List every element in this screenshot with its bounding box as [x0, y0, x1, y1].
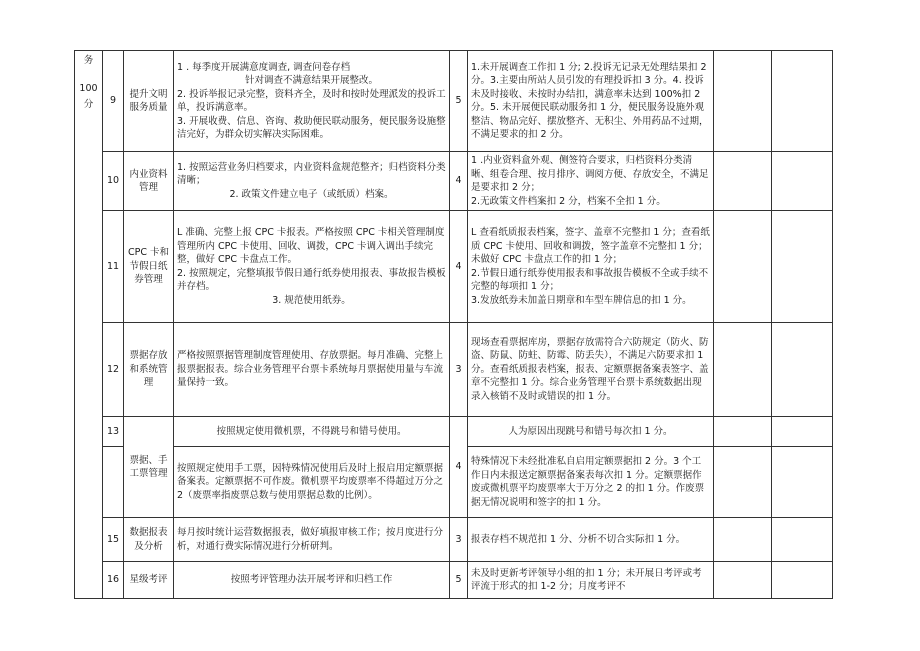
blank-cell	[772, 51, 833, 152]
standard-cell	[174, 518, 450, 562]
deduction-cell	[468, 447, 714, 518]
table-row	[75, 518, 833, 562]
item-name: 票据存放和系统管理	[124, 323, 174, 417]
standard-cell	[174, 152, 450, 211]
deduction-cell	[468, 51, 714, 152]
deduction-cell	[468, 211, 714, 323]
deduction-cell	[468, 562, 714, 599]
blank-cell	[772, 323, 833, 417]
deduction-line: 1 .内业资料盒外观、侧签符合要求，归档资料分类清晰、组卷合理、按月排序、调阅方便、存放安全，不满足是要求扣 2 分；	[471, 155, 709, 193]
blank-cell	[772, 447, 833, 518]
blank-cell	[714, 152, 772, 211]
score-cell: 3	[450, 518, 468, 562]
blank-cell	[714, 323, 772, 417]
deduction-cell	[468, 417, 714, 447]
standard-line: L 准确、完整上报 CPC 卡报表。严格按照 CPC 卡相关管理制度管理所内 CPC 卡使用、回收、调拨，CPC 卡调入调出手续完整，做好 CPC 卡盘点工作。	[177, 227, 445, 265]
table-row	[75, 562, 833, 599]
deduction-line: 3.发放纸券未加盖日期章和车型车牌信息的扣 1 分。	[471, 294, 692, 306]
standard-line: 2. 政策文件建立电子（或纸质）档案。	[229, 188, 394, 200]
row-number: 11	[103, 211, 124, 323]
assessment-table	[74, 50, 833, 599]
item-name: CPC 卡和节假日纸券管理	[124, 211, 174, 323]
table-row	[75, 152, 833, 211]
deduction-cell	[468, 518, 714, 562]
table-row	[75, 211, 833, 323]
item-name: 内业资料管理	[124, 152, 174, 211]
blank-cell	[714, 518, 772, 562]
blank-cell	[772, 417, 833, 447]
standard-cell	[174, 417, 450, 447]
standard-line: 严格按照票据管理制度管理使用、存放票据。每月准确、完整上报票据报表。综合业务管理平台票卡系统每月票据使用量与车流量保持一致。	[177, 350, 444, 389]
deduction-line: 1.未开展调查工作扣 1 分; 2.投诉无记录无处理结果扣 2 分。3.主要由所站人员引发的有理投诉扣 3 分。4. 投诉未及时接收、未按时办结扣，满意率未达到 100%扣 2 分。5. 未开展便民联动服务扣 1 分，便民服务设施外观整洁、物品完好、摆放整齐、无积尘、外用药品不过期，不满足要求的扣 2 分。	[471, 61, 709, 140]
score-cell: 4	[450, 152, 468, 211]
standard-line: 按照考评管理办法开展考评和归档工作	[230, 574, 393, 586]
score-cell: 5	[450, 51, 468, 152]
standard-cell	[174, 562, 450, 599]
row-number: 12	[103, 323, 124, 417]
blank-cell	[772, 152, 833, 211]
blank-cell	[772, 518, 833, 562]
table-row	[75, 417, 833, 447]
standard-line: 按照规定使用手工票，因特殊情况使用后及时上报启用定额票据备案表。定额票据不可作废。微机票平均废票率不得超过万分之 2（废票率指废票总数与使用票据总数的比例）。	[177, 462, 444, 501]
standard-line: 3. 开展收费、信息、咨询、救助便民联动服务，便民服务设施整洁完好，为群众切实解决实际困难。	[177, 115, 446, 140]
table-row	[75, 51, 833, 152]
category-unit: 分	[83, 99, 94, 110]
standard-line: 2. 按照规定，完整填报节假日通行纸券使用报表、事故报告模板并存档。	[177, 267, 446, 292]
blank-cell	[714, 211, 772, 323]
blank-cell	[714, 417, 772, 447]
category-cell	[75, 51, 103, 599]
deduction-line: 未及时更新考评领导小组的扣 1 分；未开展日考评或考评流于形式的扣 1-2 分；月度考评不	[471, 567, 702, 592]
category-score: 100	[79, 83, 98, 94]
score-cell: 3	[450, 323, 468, 417]
deduction-line: 报表存档不规范扣 1 分、分析不切合实际扣 1 分。	[471, 533, 686, 545]
score-cell: 5	[450, 562, 468, 599]
item-name: 数据报表及分析	[124, 518, 174, 562]
standard-cell	[174, 211, 450, 323]
item-name: 星级考评	[124, 562, 174, 599]
standard-cell	[174, 323, 450, 417]
category-label: 务	[83, 55, 94, 66]
blank-cell	[714, 562, 772, 599]
row-number: 15	[103, 518, 124, 562]
item-name: 票据、手工票管理	[124, 417, 174, 518]
deduction-line: 2.节假日通行纸券使用报表和事故报告模板不全或手续不完整的每项扣 1 分；	[471, 267, 709, 292]
blank-cell	[772, 211, 833, 323]
standard-line: 1. 按照运营业务归档要求，内业资料盒规范整齐；归档资料分类清晰；	[177, 161, 446, 187]
standard-line: 2. 投诉举报记录完整，资料齐全，及时和按时处理派发的投诉工单，投诉满意率。	[177, 88, 446, 113]
blank-cell	[714, 447, 772, 518]
row-number: 16	[103, 562, 124, 599]
standard-line: 每月按时统计运营数据报表，做好填报审核工作；按月度进行分析，对通行费实际情况进行分析研判。	[177, 527, 444, 552]
score-cell: 4	[450, 417, 468, 518]
deduction-cell	[468, 152, 714, 211]
table-row	[75, 323, 833, 417]
standard-line: 3. 规范使用纸券。	[272, 294, 351, 306]
standard-cell	[174, 447, 450, 518]
row-number: 10	[103, 152, 124, 211]
blank-cell	[772, 562, 833, 599]
row-number: 9	[103, 51, 124, 152]
deduction-line: 现场查看票据库房，票据存放需符合六防规定（防火、防盗、防鼠、防蛀、防霉、防丢失），不满足六防要求扣 1 分。查看纸质报表档案，报表、定额票据备案表签字、盖章不完整扣 1 分。综合业务管理平台票卡系统数据出现录入核销不及时或错误的扣 1 分。	[471, 336, 709, 402]
standard-cell	[174, 51, 450, 152]
deduction-line: 2.无政策文件档案扣 2 分，档案不全扣 1 分。	[471, 195, 666, 207]
row-number	[103, 447, 124, 518]
deduction-line: 特殊情况下未经批准私自启用定额票据扣 2 分。3 个工作日内未报送定额票据备案表每次扣 1 分。定额票据作废或微机票平均废票率大于万分之 2 的扣 1 分。作废票据无情况说明和签字的扣 1 分。	[471, 456, 705, 508]
standard-line: 针对调查不满意结果开展整改。	[244, 75, 378, 86]
blank-cell	[714, 51, 772, 152]
deduction-cell	[468, 323, 714, 417]
standard-line: 1 . 每季度开展满意度调查, 调查问卷存档	[177, 61, 351, 73]
standard-line: 按照规定使用微机票，不得跳号和错号使用。	[216, 425, 407, 437]
score-cell: 4	[450, 211, 468, 323]
item-name: 提升文明服务质量	[124, 51, 174, 152]
deduction-line: L 查看纸质报表档案，签字、盖章不完整扣 1 分；查看纸质 CPC 卡使用、回收和调拨，签字盖章不完整扣 1 分；未做好 CPC 卡盘点工作的扣 1 分；	[471, 227, 710, 265]
deduction-line: 人为原因出现跳号和错号每次扣 1 分。	[508, 425, 673, 437]
row-number: 13	[103, 417, 124, 447]
